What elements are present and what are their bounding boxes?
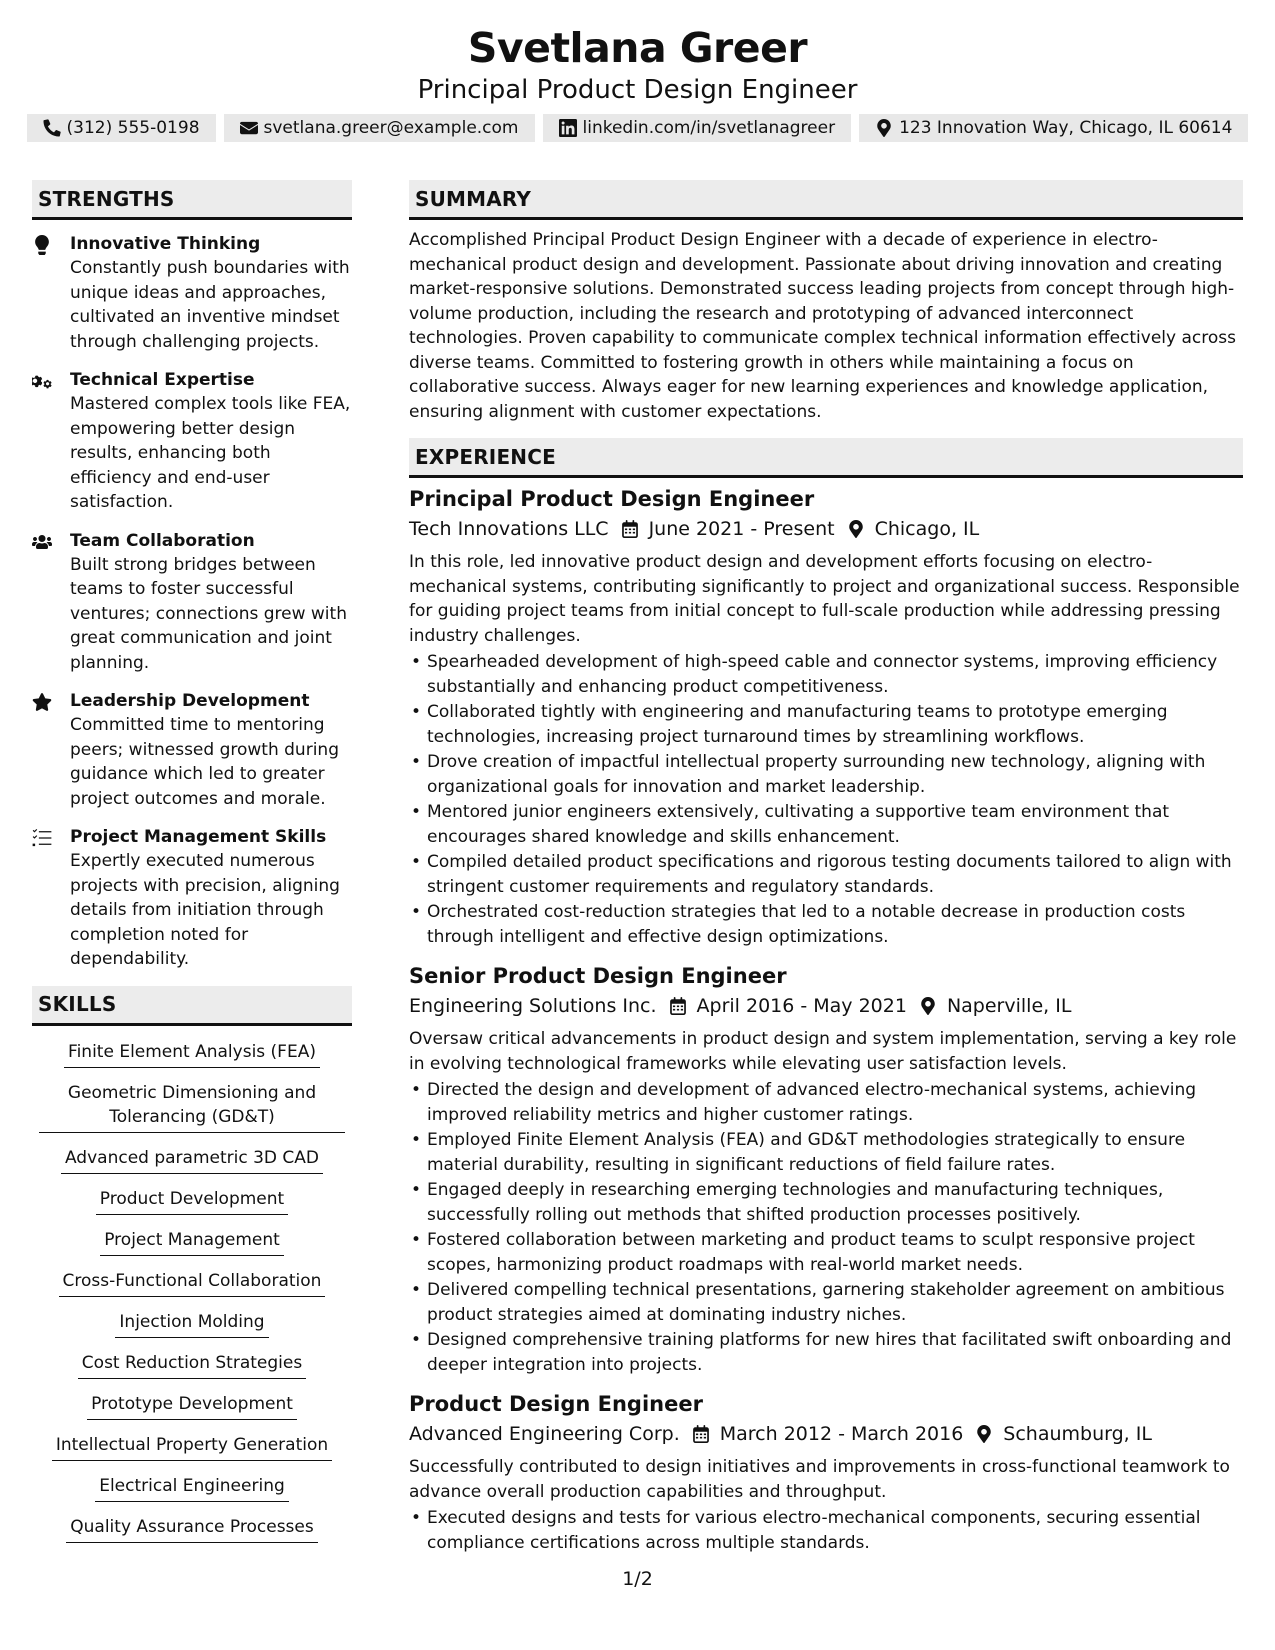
contact-linkedin[interactable] <box>543 114 852 142</box>
skill-item <box>32 1228 352 1256</box>
bullet-item: • Executed designs and tests for various electro-mechanical components, securing essential compliance certifications across multiple standards. <box>409 1506 1243 1555</box>
bullet-item: • Mentored junior engineers extensively, cultivating a supportive team environment that encourages shared knowledge and skills enhancement. <box>409 800 1243 849</box>
strength-desc: Expertly executed numerous projects with precision, aligning details from initiation through completion noted for dependability. <box>70 851 340 969</box>
job-dates: April 2016 - May 2021 <box>696 995 907 1017</box>
skill-label: Electrical Engineering <box>95 1474 289 1502</box>
skill-item <box>32 1515 352 1543</box>
strength-item <box>32 689 352 811</box>
job-title: Senior Product Design Engineer <box>409 964 787 988</box>
cogs-icon <box>32 371 52 391</box>
bullet-item: • Orchestrated cost-reduction strategies that led to a notable decrease in production costs through intelligent and effective design optimizations. <box>409 900 1243 949</box>
users-icon <box>32 532 52 552</box>
bullet-item: • Drove creation of impactful intellectual property surrounding new technology, aligning with organizational goals for innovation and market leadership. <box>409 750 1243 799</box>
linkedin-icon <box>559 119 577 137</box>
strengths-heading: STRENGTHS <box>32 180 352 220</box>
lightbulb-icon <box>32 235 52 255</box>
calendar-icon <box>621 520 639 538</box>
strength-desc: Built strong bridges between teams to foster successful ventures; connections grew with great communication and joint planning. <box>70 554 347 673</box>
calendar-icon <box>669 997 687 1015</box>
job-entry <box>409 1389 1243 1555</box>
skill-label: Quality Assurance Processes <box>66 1515 317 1543</box>
job-location: Chicago, IL <box>874 518 980 540</box>
job-title: Principal Product Design Engineer <box>409 487 815 511</box>
strength-item <box>32 529 352 676</box>
job-dates: March 2012 - March 2016 <box>719 1423 964 1445</box>
contact-phone[interactable] <box>27 114 216 142</box>
skill-item <box>32 1269 352 1297</box>
contact-email-text: svetlana.greer@example.com <box>263 118 519 138</box>
skill-item <box>32 1310 352 1338</box>
bullet-item: • Engaged deeply in researching emerging technologies and manufacturing techniques, successfully rolling out methods that shifted production processes positively. <box>409 1178 1243 1227</box>
contact-bar <box>0 114 1275 142</box>
bullet-item: • Collaborated tightly with engineering and manufacturing teams to prototype emerging technologies, increasing project turnaround times by streamlining workflows. <box>409 700 1243 749</box>
skill-label: Project Management <box>100 1228 284 1256</box>
strength-desc: Mastered complex tools like FEA, empowering better design results, enhancing both efficiency and end-user satisfaction. <box>70 394 351 512</box>
bullet-item: • Compiled detailed product specifications and rigorous testing documents tailored to align with stringent customer requirements and regulatory standards. <box>409 850 1243 899</box>
strength-item <box>32 368 352 515</box>
resume-header <box>0 22 1275 106</box>
job-bullets <box>409 1506 1243 1555</box>
job-description: In this role, led innovative product design and development efforts focusing on electro-mechanical systems, contributing significantly to project and organizational success. Responsible for guiding project teams from initial concept to full-scale production while addressing pressing industry challenges. <box>409 552 1240 646</box>
job-meta <box>409 1419 1243 1449</box>
skill-label: Intellectual Property Generation <box>52 1433 332 1461</box>
bullet-item: • Delivered compelling technical presentations, garnering stakeholder agreement on ambitious product strategies aimed at dominating industry niches. <box>409 1278 1243 1327</box>
skill-item <box>32 1433 352 1461</box>
map-pin-icon <box>847 520 865 538</box>
contact-address-text: 123 Innovation Way, Chicago, IL 60614 <box>899 118 1233 138</box>
strength-name: Leadership Development <box>70 691 310 711</box>
contact-address <box>859 114 1248 142</box>
star-icon <box>32 692 52 712</box>
strength-desc: Committed time to mentoring peers; witnessed growth during guidance which led to greater project outcomes and morale. <box>70 715 339 809</box>
skill-label: Finite Element Analysis (FEA) <box>64 1040 320 1068</box>
bullet-item: • Spearheaded development of high-speed cable and connector systems, improving efficiency substantially and enhancing product competitiveness. <box>409 650 1243 699</box>
strength-item <box>32 825 352 972</box>
map-pin-icon <box>875 119 893 137</box>
experience-heading: EXPERIENCE <box>409 438 1243 478</box>
skill-item <box>32 1146 352 1174</box>
job-location: Naperville, IL <box>946 995 1072 1017</box>
summary-heading: SUMMARY <box>409 180 1243 220</box>
strength-name: Project Management Skills <box>70 827 327 847</box>
job-company: Tech Innovations LLC <box>409 518 609 540</box>
contact-email[interactable] <box>224 114 535 142</box>
job-meta <box>409 991 1243 1021</box>
skill-label: Advanced parametric 3D CAD <box>61 1146 323 1174</box>
candidate-title: Principal Product Design Engineer <box>417 75 858 105</box>
phone-icon <box>43 119 61 137</box>
job-meta <box>409 514 1243 544</box>
job-company: Engineering Solutions Inc. <box>409 995 657 1017</box>
skills-list <box>32 1040 352 1543</box>
strength-name: Innovative Thinking <box>70 234 261 254</box>
skill-label: Geometric Dimensioning and Tolerancing (GD&T) <box>39 1081 345 1133</box>
bullet-item: • Employed Finite Element Analysis (FEA) and GD&T methodologies strategically to ensure material durability, resulting in significant reductions of field failure rates. <box>409 1128 1243 1177</box>
strength-desc: Constantly push boundaries with unique ideas and approaches, cultivated an inventive mindset through challenging projects. <box>70 258 350 352</box>
skill-label: Product Development <box>96 1187 288 1215</box>
map-pin-icon <box>919 997 937 1015</box>
calendar-icon <box>692 1425 710 1443</box>
skill-item <box>32 1187 352 1215</box>
skill-item <box>32 1474 352 1502</box>
strength-name: Technical Expertise <box>70 370 255 390</box>
job-bullets <box>409 650 1243 949</box>
skill-label: Cross-Functional Collaboration <box>59 1269 326 1297</box>
contact-linkedin-text: linkedin.com/in/svetlanagreer <box>582 118 836 138</box>
job-title: Product Design Engineer <box>409 1392 703 1416</box>
summary-text: Accomplished Principal Product Design Engineer with a decade of experience in electro-mechanical product design and development. Passionate about driving innovation and creating market-responsive solutions. Demonstrated success leading projects from concept through high-volume production, including the research and prototyping of advanced interconnect technologies. Proven capability to communicate complex technical information effectively across diverse teams. Committed to fostering growth in others while maintaining a focus on collaborative success. Always eager for new learning experiences and knowledge application, ensuring alignment with customer expectations. <box>409 230 1236 422</box>
job-location: Schaumburg, IL <box>1003 1423 1152 1445</box>
skill-label: Prototype Development <box>87 1392 297 1420</box>
job-description: Oversaw critical advancements in product design and system implementation, serving a key role in evolving technological frameworks while elevating user satisfaction levels. <box>409 1029 1237 1074</box>
bullet-item: • Fostered collaboration between marketing and product teams to sculpt responsive project scopes, harmonizing product roadmaps with real-world market needs. <box>409 1228 1243 1277</box>
skill-label: Cost Reduction Strategies <box>78 1351 306 1379</box>
job-company: Advanced Engineering Corp. <box>409 1423 680 1445</box>
strength-item <box>32 232 352 354</box>
skill-item <box>32 1081 352 1133</box>
strength-name: Team Collaboration <box>70 530 255 551</box>
map-pin-icon <box>975 1425 993 1443</box>
bullet-item: • Designed comprehensive training platforms for new hires that facilitated swift onboarding and deeper integration into projects. <box>409 1328 1243 1377</box>
list-check-icon <box>32 828 52 848</box>
strengths-list <box>32 232 352 972</box>
skill-item <box>32 1351 352 1379</box>
job-description: Successfully contributed to design initiatives and improvements in cross-functional teamwork to advance overall production capabilities and throughput. <box>409 1457 1230 1502</box>
job-dates: June 2021 - Present <box>648 518 835 540</box>
bullet-item: • Directed the design and development of advanced electro-mechanical systems, achieving improved reliability metrics and higher customer ratings. <box>409 1078 1243 1127</box>
skill-item <box>32 1040 352 1068</box>
left-column <box>32 180 352 1556</box>
skill-label: Injection Molding <box>115 1310 268 1338</box>
envelope-icon <box>240 119 258 137</box>
skill-item <box>32 1392 352 1420</box>
job-bullets <box>409 1078 1243 1377</box>
job-entry <box>409 484 1243 949</box>
job-entry <box>409 961 1243 1377</box>
contact-phone-text: (312) 555-0198 <box>66 118 200 138</box>
page-number: 1/2 <box>622 1568 653 1590</box>
skills-heading: SKILLS <box>32 986 352 1026</box>
right-column <box>409 180 1243 1556</box>
candidate-name: Svetlana Greer <box>467 24 808 72</box>
